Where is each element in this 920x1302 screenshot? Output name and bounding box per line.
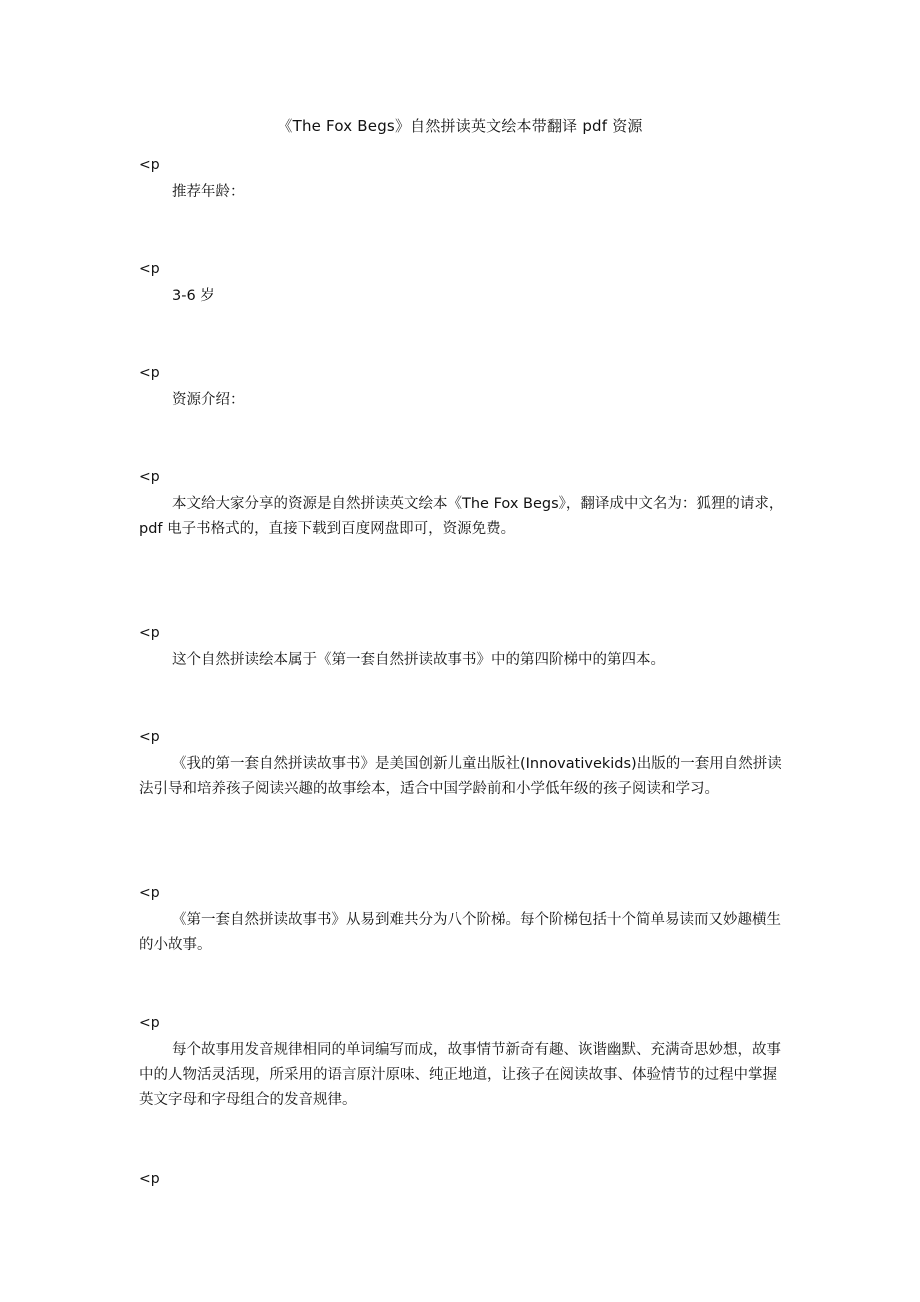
paragraph-block-age-value <box>139 259 784 309</box>
paragraph-block-age-label <box>139 155 784 205</box>
paragraph-marker: <p <box>139 157 160 173</box>
resource-description: 本文给大家分享的资源是自然拼读英文绘本《The Fox Begs》，翻译成中文名为：狐狸的请求，pdf 电子书格式的，直接下载到百度网盘即可，资源免费。 <box>139 496 784 537</box>
paragraph-block-series-position <box>139 623 784 673</box>
paragraph-block-resource-description <box>139 467 784 542</box>
paragraph-block-story-features <box>139 1013 784 1113</box>
paragraph-block-trailing <box>139 1169 784 1189</box>
series-levels: 《第一套自然拼读故事书》从易到难共分为八个阶梯。每个阶梯包括十个简单易读而又妙趣横生的小故事。 <box>139 912 781 953</box>
paragraph-marker: <p <box>139 365 160 381</box>
paragraph-marker: <p <box>139 1015 160 1031</box>
series-position: 这个自然拼读绘本属于《第一套自然拼读故事书》中的第四阶梯中的第四本。 <box>172 652 665 668</box>
intro-label: 资源介绍： <box>172 392 245 408</box>
story-features: 每个故事用发音规律相同的单词编写而成，故事情节新奇有趣、诙谐幽默、充满奇思妙想，故事中的人物活灵活现，所采用的语言原汁原味、纯正地道，让孩子在阅读故事、体验情节的过程中掌握英文字母和字母组合的发音规律。 <box>139 1042 781 1108</box>
paragraph-marker: <p <box>139 261 160 277</box>
paragraph-marker: <p <box>139 729 160 745</box>
paragraph-marker: <p <box>139 885 160 901</box>
paragraph-marker: <p <box>139 1171 160 1187</box>
paragraph-marker: <p <box>139 625 160 641</box>
paragraph-block-intro-label <box>139 363 784 413</box>
paragraph-block-series-levels <box>139 883 784 958</box>
paragraph-marker: <p <box>139 469 160 485</box>
document-title: 《The Fox Begs》自然拼读英文绘本带翻译 pdf 资源 <box>277 117 643 135</box>
age-label: 推荐年龄： <box>172 184 245 200</box>
series-publisher: 《我的第一套自然拼读故事书》是美国创新儿童出版社(Innovativekids)出版的一套用自然拼读法引导和培养孩子阅读兴趣的故事绘本，适合中国学龄前和小学低年级的孩子阅读和学习。 <box>139 756 782 797</box>
paragraph-block-series-publisher <box>139 727 784 802</box>
age-value: 3-6 岁 <box>172 288 215 304</box>
